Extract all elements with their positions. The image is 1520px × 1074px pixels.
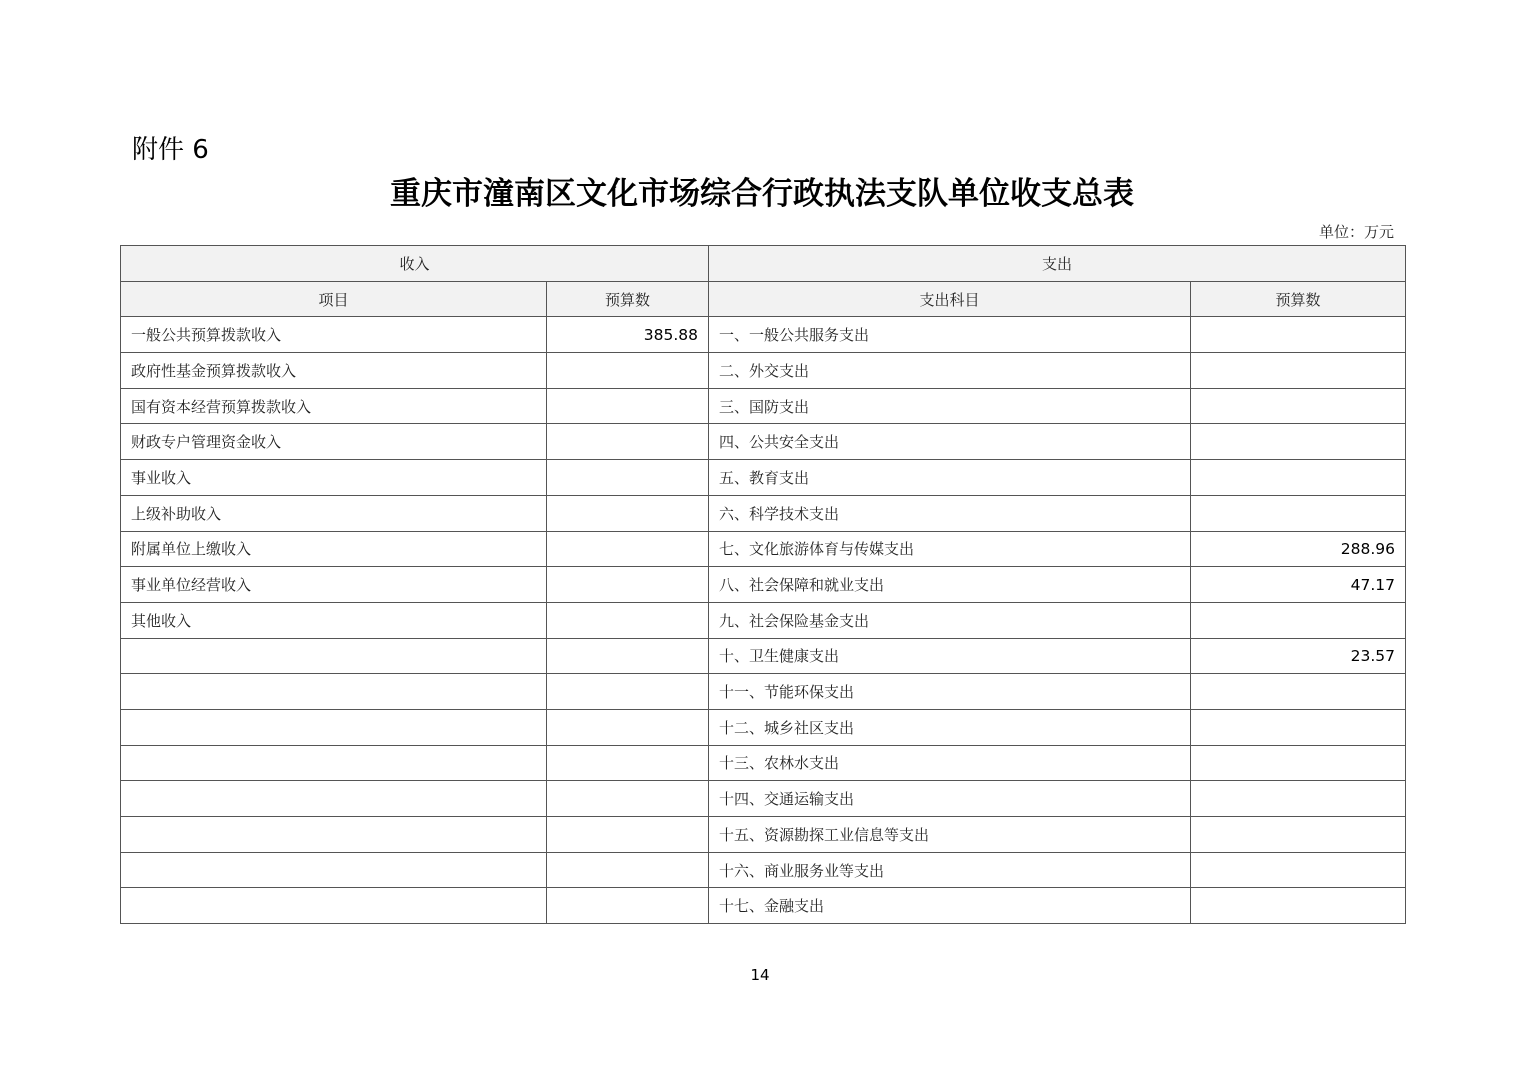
expense-item-cell: 十、卫生健康支出 [709,638,1191,674]
column-header-expense-budget: 预算数 [1191,281,1406,317]
income-amount-cell [547,745,709,781]
expense-amount-cell [1191,781,1406,817]
income-item-cell [121,638,547,674]
expense-item-cell: 十六、商业服务业等支出 [709,852,1191,888]
expense-amount-cell [1191,745,1406,781]
expense-amount-cell [1191,852,1406,888]
income-item-cell [121,817,547,853]
income-item-cell [121,852,547,888]
table-group-header-row [121,246,1406,282]
expense-amount-cell: 288.96 [1191,531,1406,567]
column-header-income-budget: 预算数 [547,281,709,317]
expense-item-cell: 二、外交支出 [709,353,1191,389]
expense-item-cell: 十三、农林水支出 [709,745,1191,781]
expense-item-cell: 八、社会保障和就业支出 [709,567,1191,603]
table-row [121,852,1406,888]
income-amount-cell [547,817,709,853]
income-amount-cell [547,424,709,460]
expense-amount-cell: 47.17 [1191,567,1406,603]
income-amount-cell [547,460,709,496]
income-item-cell: 上级补助收入 [121,495,547,531]
income-item-cell [121,745,547,781]
table-row [121,567,1406,603]
expense-item-cell: 四、公共安全支出 [709,424,1191,460]
table-row [121,388,1406,424]
table-row [121,638,1406,674]
expense-item-cell: 五、教育支出 [709,460,1191,496]
expense-amount-cell [1191,674,1406,710]
income-item-cell: 政府性基金预算拨款收入 [121,353,547,389]
expense-amount-cell [1191,353,1406,389]
column-header-item: 项目 [121,281,547,317]
income-item-cell: 国有资本经营预算拨款收入 [121,388,547,424]
expense-amount-cell [1191,888,1406,924]
expense-amount-cell [1191,817,1406,853]
income-item-cell: 财政专户管理资金收入 [121,424,547,460]
income-item-cell [121,709,547,745]
table-row [121,602,1406,638]
income-item-cell [121,888,547,924]
table-row [121,781,1406,817]
expense-item-cell: 十四、交通运输支出 [709,781,1191,817]
income-item-cell [121,674,547,710]
table-row [121,709,1406,745]
income-amount-cell [547,638,709,674]
expense-amount-cell: 23.57 [1191,638,1406,674]
income-amount-cell [547,531,709,567]
income-item-cell: 事业单位经营收入 [121,567,547,603]
expense-group-header: 支出 [709,246,1406,282]
expense-item-cell: 十一、节能环保支出 [709,674,1191,710]
income-amount-cell [547,852,709,888]
expense-amount-cell [1191,460,1406,496]
expense-amount-cell [1191,424,1406,460]
income-item-cell: 一般公共预算拨款收入 [121,317,547,353]
table-row [121,531,1406,567]
expense-amount-cell [1191,388,1406,424]
table-row [121,317,1406,353]
page-number: 14 [750,966,770,984]
expense-item-cell: 三、国防支出 [709,388,1191,424]
budget-summary-table [120,245,1406,924]
income-amount-cell [547,602,709,638]
income-amount-cell [547,495,709,531]
income-amount-cell [547,353,709,389]
expense-item-cell: 十二、城乡社区支出 [709,709,1191,745]
income-amount-cell [547,388,709,424]
income-amount-cell: 385.88 [547,317,709,353]
expense-amount-cell [1191,317,1406,353]
table-row [121,888,1406,924]
table-row [121,460,1406,496]
table-row [121,353,1406,389]
table-column-header-row [121,281,1406,317]
expense-amount-cell [1191,709,1406,745]
expense-item-cell: 六、科学技术支出 [709,495,1191,531]
income-amount-cell [547,709,709,745]
table-row [121,674,1406,710]
table-row [121,745,1406,781]
expense-item-cell: 九、社会保险基金支出 [709,602,1191,638]
income-amount-cell [547,888,709,924]
income-item-cell: 其他收入 [121,602,547,638]
column-header-expense-item: 支出科目 [709,281,1191,317]
income-item-cell: 事业收入 [121,460,547,496]
expense-item-cell: 十五、资源勘探工业信息等支出 [709,817,1191,853]
table-row [121,495,1406,531]
income-item-cell: 附属单位上缴收入 [121,531,547,567]
expense-item-cell: 七、文化旅游体育与传媒支出 [709,531,1191,567]
expense-amount-cell [1191,602,1406,638]
expense-amount-cell [1191,495,1406,531]
attachment-label: 附件 6 [132,135,209,165]
table-row [121,817,1406,853]
unit-label: 单位：万元 [1318,223,1394,241]
income-item-cell [121,781,547,817]
income-amount-cell [547,567,709,603]
income-amount-cell [547,781,709,817]
expense-item-cell: 一、一般公共服务支出 [709,317,1191,353]
table-row [121,424,1406,460]
income-group-header: 收入 [121,246,709,282]
document-title: 重庆市潼南区文化市场综合行政执法支队单位收支总表 [390,176,1134,212]
expense-item-cell: 十七、金融支出 [709,888,1191,924]
income-amount-cell [547,674,709,710]
